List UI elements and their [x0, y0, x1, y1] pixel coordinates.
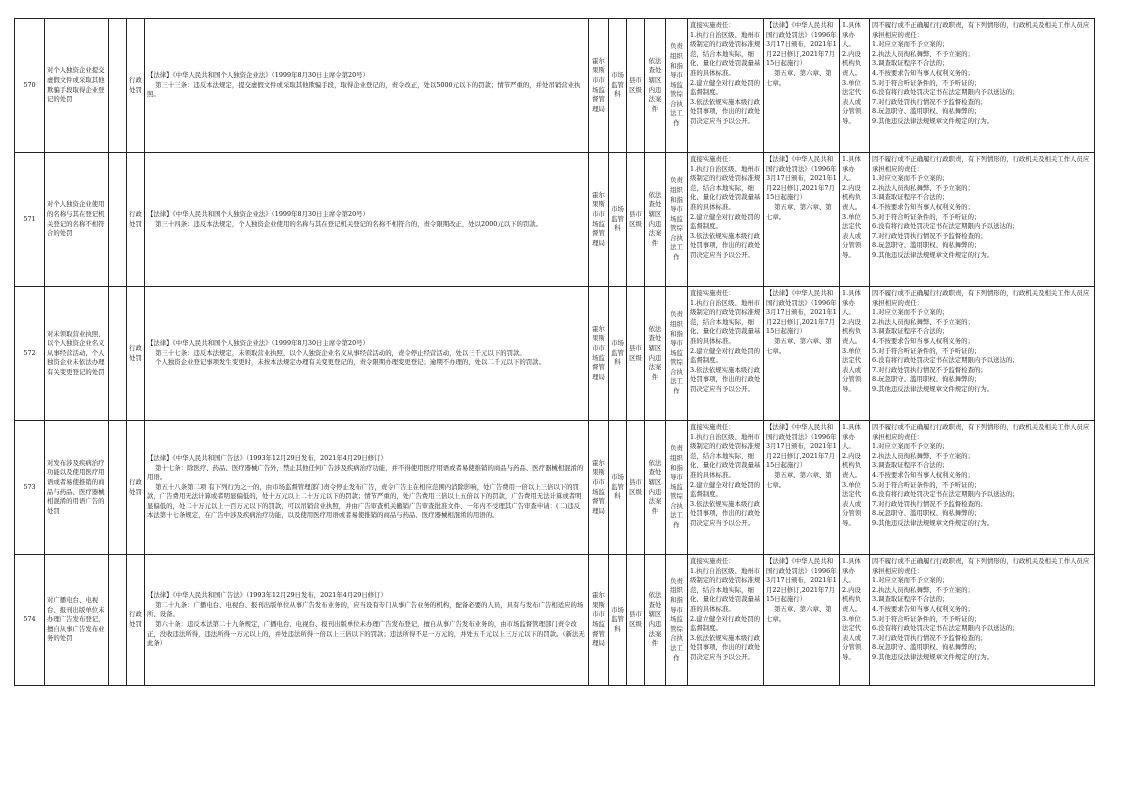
blank-cell	[109, 287, 127, 421]
scope: 依法查处辖区内违法案件	[645, 287, 666, 421]
responsible-subject: 1.具体承办人。 2.内设机构负责人。 3.单位法定代表人或分管领导。	[840, 421, 870, 555]
responsible-subject: 1.具体承办人。 2.内设机构负责人。 3.单位法定代表人或分管领导。	[840, 153, 870, 287]
implementing-org: 霍尔果斯市市场监督管理局	[589, 421, 609, 555]
responsibility-basis: 【法律】《中华人民共和国行政处罚法》（1996年3月17日颁布，2021年1月22日修订,2021年7月15日起施行） 第五章、第六章、第七章。	[764, 555, 840, 686]
item-name: 对广播电台、电视台、报刊出版单位未办理广告发布登记，擅自从事广告发布业务的处罚	[45, 555, 109, 686]
row-number: 570	[15, 19, 45, 153]
row-number: 571	[15, 153, 45, 287]
responsibility-items: 直接实施责任： 1.执行自治区级、地州市级制定的行政处罚标准规范，结合本地实际，细化、量化行政处罚裁量基准的具体标准。 2.建立健全对行政处罚的监督制度。 3.依法依规实施本级行政处罚事项，作出的行政处罚决定应当予以公开。	[688, 153, 764, 287]
legal-basis: 【法律】《中华人民共和国个人独资企业法》（1999年8月30日主席令第20号） 第三十三条：违反本法规定，提交虚假文件或采取其他欺骗手段，取得企业登记的，责令改正，处以5000元以下的罚款；情节严重的，并处吊销营业执照。	[145, 19, 589, 153]
responsibility-basis: 【法律】《中华人民共和国行政处罚法》（1996年3月17日颁布，2021年1月22日修订,2021年7月15日起施行） 第五章、第六章、第七章。	[764, 153, 840, 287]
implementing-org: 霍尔果斯市市场监督管理局	[589, 153, 609, 287]
row-number: 574	[15, 555, 45, 686]
accountability-situations: 因不履行或不正确履行行政职责，有下列情形的，行政机关及相关工作人员应承担相应的责任： 1.对应立案而不予立案的； 2.执法人员徇私舞弊、不予立案的； 3.调查取证程序不合法的； 4.不按要求告知当事人权利义务的； 5.对于符合听证条件的，不予听证的； 6.没有将行政处罚决定书在法定期限内予以送达的； 7.对行政处罚执行情况不予监督检查的； 8.玩忽职守、滥用职权、徇私舞弊的； 9.其他违反法律法规规章文件规定的行为。	[870, 153, 1095, 287]
item-name: 对未领取营业执照，以个人独资企业名义从事经营活动，个人独资企业未依法办理有关变更登记的处罚	[45, 287, 109, 421]
power-list-table	[14, 18, 1095, 686]
legal-basis: 【法律】《中华人民共和国广告法》（1993年12月29日发布，2021年4月29日修订） 第二十九条：广播电台、电视台、报刊出版单位从事广告发布业务的，应当设有专门从事广告业务的机构，配备必要的人员，具有与发布广告相适应的场所、设备。 第六十条：违反本法第二十九条规定，广播电台、电视台、报刊出版单位未办理广告发布登记，擅自从事广告发布业务的，由市场监督管理部门责令改正，没收违法所得，违法所得一万元以上的，并处违法所得一倍以上三倍以下的罚款；违法所得不足一万元的，并处五千元以上三万元以下的罚款。（新法无此条）	[145, 555, 589, 686]
responsible-subject: 1.具体承办人。 2.内设机构负责人。 3.单位法定代表人或分管领导。	[840, 287, 870, 421]
table-row	[15, 421, 1095, 555]
admin-level: 县市区级	[627, 555, 645, 686]
scope: 依法查处辖区内违法案件	[645, 153, 666, 287]
row-number: 572	[15, 287, 45, 421]
blank-cell	[109, 19, 127, 153]
row-number: 573	[15, 421, 45, 555]
item-name: 对个人独资企业使用的名称与其在登记机关登记的名称不相符合的处罚	[45, 153, 109, 287]
responsible-dept: 市场监管科	[609, 153, 627, 287]
responsible-subject: 1.具体承办人。 2.内设机构负责人。 3.单位法定代表人或分管领导。	[840, 19, 870, 153]
item-name: 对个人独资企业提交虚假文件或采取其他欺骗手段取得企业登记的处罚	[45, 19, 109, 153]
responsibility-basis: 【法律】《中华人民共和国行政处罚法》（1996年3月17日颁布，2021年1月22日修订,2021年7月15日起施行） 第五章、第六章、第七章。	[764, 19, 840, 153]
implementing-org: 霍尔果斯市市场监督管理局	[589, 19, 609, 153]
accountability-situations: 因不履行或不正确履行行政职责，有下列情形的，行政机关及相关工作人员应承担相应的责任： 1.对应立案而不予立案的； 2.执法人员徇私舞弊、不予立案的； 3.调查取证程序不合法的； 4.不按要求告知当事人权利义务的； 5.对于符合听证条件的，不予听证的； 6.没有将行政处罚决定书在法定期限内予以送达的； 7.对行政处罚执行情况不予监督检查的； 8.玩忽职守、滥用职权、徇私舞弊的； 9.其他违反法律法规规章文件规定的行为。	[870, 555, 1095, 686]
table-row	[15, 555, 1095, 686]
responsibility-basis: 【法律】《中华人民共和国行政处罚法》（1996年3月17日颁布，2021年1月22日修订,2021年7月15日起施行） 第五章、第六章、第七章。	[764, 421, 840, 555]
implementation-mode: 负责组织和指导市场监管综合执法工作	[666, 19, 688, 153]
item-category: 行政处罚	[127, 421, 145, 555]
implementation-mode: 负责组织和指导市场监管综合执法工作	[666, 421, 688, 555]
item-category: 行政处罚	[127, 555, 145, 686]
blank-cell	[109, 555, 127, 686]
admin-level: 县市区级	[627, 19, 645, 153]
legal-basis: 【法律】《中华人民共和国个人独资企业法》（1999年8月30日主席令第20号） 第三十七条：违反本法规定，未领取营业执照，以个人独资企业名义从事经营活动的，责令停止经营活动，处以三千元以下的罚款。 个人独资企业登记事项发生变更时，未按本法规定办理有关变更登记的，责令限期办理变更登记；逾期不办理的，处以二千元以下的罚款。	[145, 287, 589, 421]
implementation-mode: 负责组织和指导市场监管综合执法工作	[666, 153, 688, 287]
responsibility-basis: 【法律】《中华人民共和国行政处罚法》（1996年3月17日颁布，2021年1月22日修订,2021年7月15日起施行） 第五章、第六章、第七章。	[764, 287, 840, 421]
admin-level: 县市区级	[627, 287, 645, 421]
responsibility-items: 直接实施责任： 1.执行自治区级、地州市级制定的行政处罚标准规范，结合本地实际，细化、量化行政处罚裁量基准的具体标准。 2.建立健全对行政处罚的监督制度。 3.依法依规实施本级行政处罚事项，作出的行政处罚决定应当予以公开。	[688, 287, 764, 421]
item-category: 行政处罚	[127, 287, 145, 421]
item-name: 对发布涉及疾病治疗功能以及使用医疗用语或者易使推销的商品与药品、医疗器械相混淆的用语广告的处罚	[45, 421, 109, 555]
responsibility-items: 直接实施责任： 1.执行自治区级、地州市级制定的行政处罚标准规范，结合本地实际，细化、量化行政处罚裁量基准的具体标准。 2.建立健全对行政处罚的监督制度。 3.依法依规实施本级行政处罚事项，作出的行政处罚决定应当予以公开。	[688, 555, 764, 686]
responsible-dept: 市场监管科	[609, 421, 627, 555]
scope: 依法查处辖区内违法案件	[645, 555, 666, 686]
responsible-dept: 市场监管科	[609, 19, 627, 153]
blank-cell	[109, 153, 127, 287]
responsible-dept: 市场监管科	[609, 555, 627, 686]
implementing-org: 霍尔果斯市市场监督管理局	[589, 555, 609, 686]
table-row	[15, 153, 1095, 287]
scope: 依法查处辖区内违法案件	[645, 19, 666, 153]
admin-level: 县市区级	[627, 421, 645, 555]
accountability-situations: 因不履行或不正确履行行政职责，有下列情形的，行政机关及相关工作人员应承担相应的责任： 1.对应立案而不予立案的； 2.执法人员徇私舞弊、不予立案的； 3.调查取证程序不合法的； 4.不按要求告知当事人权利义务的； 5.对于符合听证条件的，不予听证的； 6.没有将行政处罚决定书在法定期限内予以送达的； 7.对行政处罚执行情况不予监督检查的； 8.玩忽职守、滥用职权、徇私舞弊的； 9.其他违反法律法规规章文件规定的行为。	[870, 19, 1095, 153]
legal-basis: 【法律】《中华人民共和国广告法》（1993年12月29日发布，2021年4月29日修订） 第十七条：除医疗、药品、医疗器械广告外，禁止其他任何广告涉及疾病治疗功能，并不得使用医疗用语或者易使推销的商品与药品、医疗器械相混淆的用语。 第五十八条第二项 有下列行为之一的，由市场监督管理部门责令停止发布广告，责令广告主在相应范围内消除影响，处广告费用一倍以上三倍以下的罚款，广告费用无法计算或者明显偏低的，处十万元以上二十万元以下的罚款；情节严重的，处广告费用三倍以上五倍以下的罚款，广告费用无法计算或者明显偏低的，处二十万元以上一百万元以下的罚款，可以吊销营业执照，并由广告审查机关撤销广告审查批准文件、一年内不受理其广告审查申请：(二)违反本法第十七条规定，在广告中涉及疾病治疗功能，以及使用医疗用语或者易使推销的商品与药品、医疗器械相混淆的用语的。	[145, 421, 589, 555]
responsibility-items: 直接实施责任： 1.执行自治区级、地州市级制定的行政处罚标准规范，结合本地实际，细化、量化行政处罚裁量基准的具体标准。 2.建立健全对行政处罚的监督制度。 3.依法依规实施本级行政处罚事项，作出的行政处罚决定应当予以公开。	[688, 421, 764, 555]
accountability-situations: 因不履行或不正确履行行政职责，有下列情形的，行政机关及相关工作人员应承担相应的责任： 1.对应立案而不予立案的； 2.执法人员徇私舞弊、不予立案的； 3.调查取证程序不合法的； 4.不按要求告知当事人权利义务的； 5.对于符合听证条件的，不予听证的； 6.没有将行政处罚决定书在法定期限内予以送达的； 7.对行政处罚执行情况不予监督检查的； 8.玩忽职守、滥用职权、徇私舞弊的； 9.其他违反法律法规规章文件规定的行为。	[870, 421, 1095, 555]
admin-level: 县市区级	[627, 153, 645, 287]
implementing-org: 霍尔果斯市市场监督管理局	[589, 287, 609, 421]
implementation-mode: 负责组织和指导市场监管综合执法工作	[666, 555, 688, 686]
responsible-dept: 市场监管科	[609, 287, 627, 421]
responsible-subject: 1.具体承办人。 2.内设机构负责人。 3.单位法定代表人或分管领导。	[840, 555, 870, 686]
table-row	[15, 19, 1095, 153]
item-category: 行政处罚	[127, 153, 145, 287]
item-category: 行政处罚	[127, 19, 145, 153]
responsibility-items: 直接实施责任： 1.执行自治区级、地州市级制定的行政处罚标准规范，结合本地实际，细化、量化行政处罚裁量基准的具体标准。 2.建立健全对行政处罚的监督制度。 3.依法依规实施本级行政处罚事项，作出的行政处罚决定应当予以公开。	[688, 19, 764, 153]
implementation-mode: 负责组织和指导市场监管综合执法工作	[666, 287, 688, 421]
table-row	[15, 287, 1095, 421]
legal-basis: 【法律】《中华人民共和国个人独资企业法》（1999年8月30日主席令第20号） 第三十四条：违反本法规定，个人独资企业使用的名称与其在登记机关登记的名称不相符合的，责令限期改正，处以2000元以下的罚款。	[145, 153, 589, 287]
scope: 依法查处辖区内违法案件	[645, 421, 666, 555]
blank-cell	[109, 421, 127, 555]
accountability-situations: 因不履行或不正确履行行政职责，有下列情形的，行政机关及相关工作人员应承担相应的责任： 1.对应立案而不予立案的； 2.执法人员徇私舞弊、不予立案的； 3.调查取证程序不合法的； 4.不按要求告知当事人权利义务的； 5.对于符合听证条件的，不予听证的； 6.没有将行政处罚决定书在法定期限内予以送达的； 7.对行政处罚执行情况不予监督检查的； 8.玩忽职守、滥用职权、徇私舞弊的； 9.其他违反法律法规规章文件规定的行为。	[870, 287, 1095, 421]
